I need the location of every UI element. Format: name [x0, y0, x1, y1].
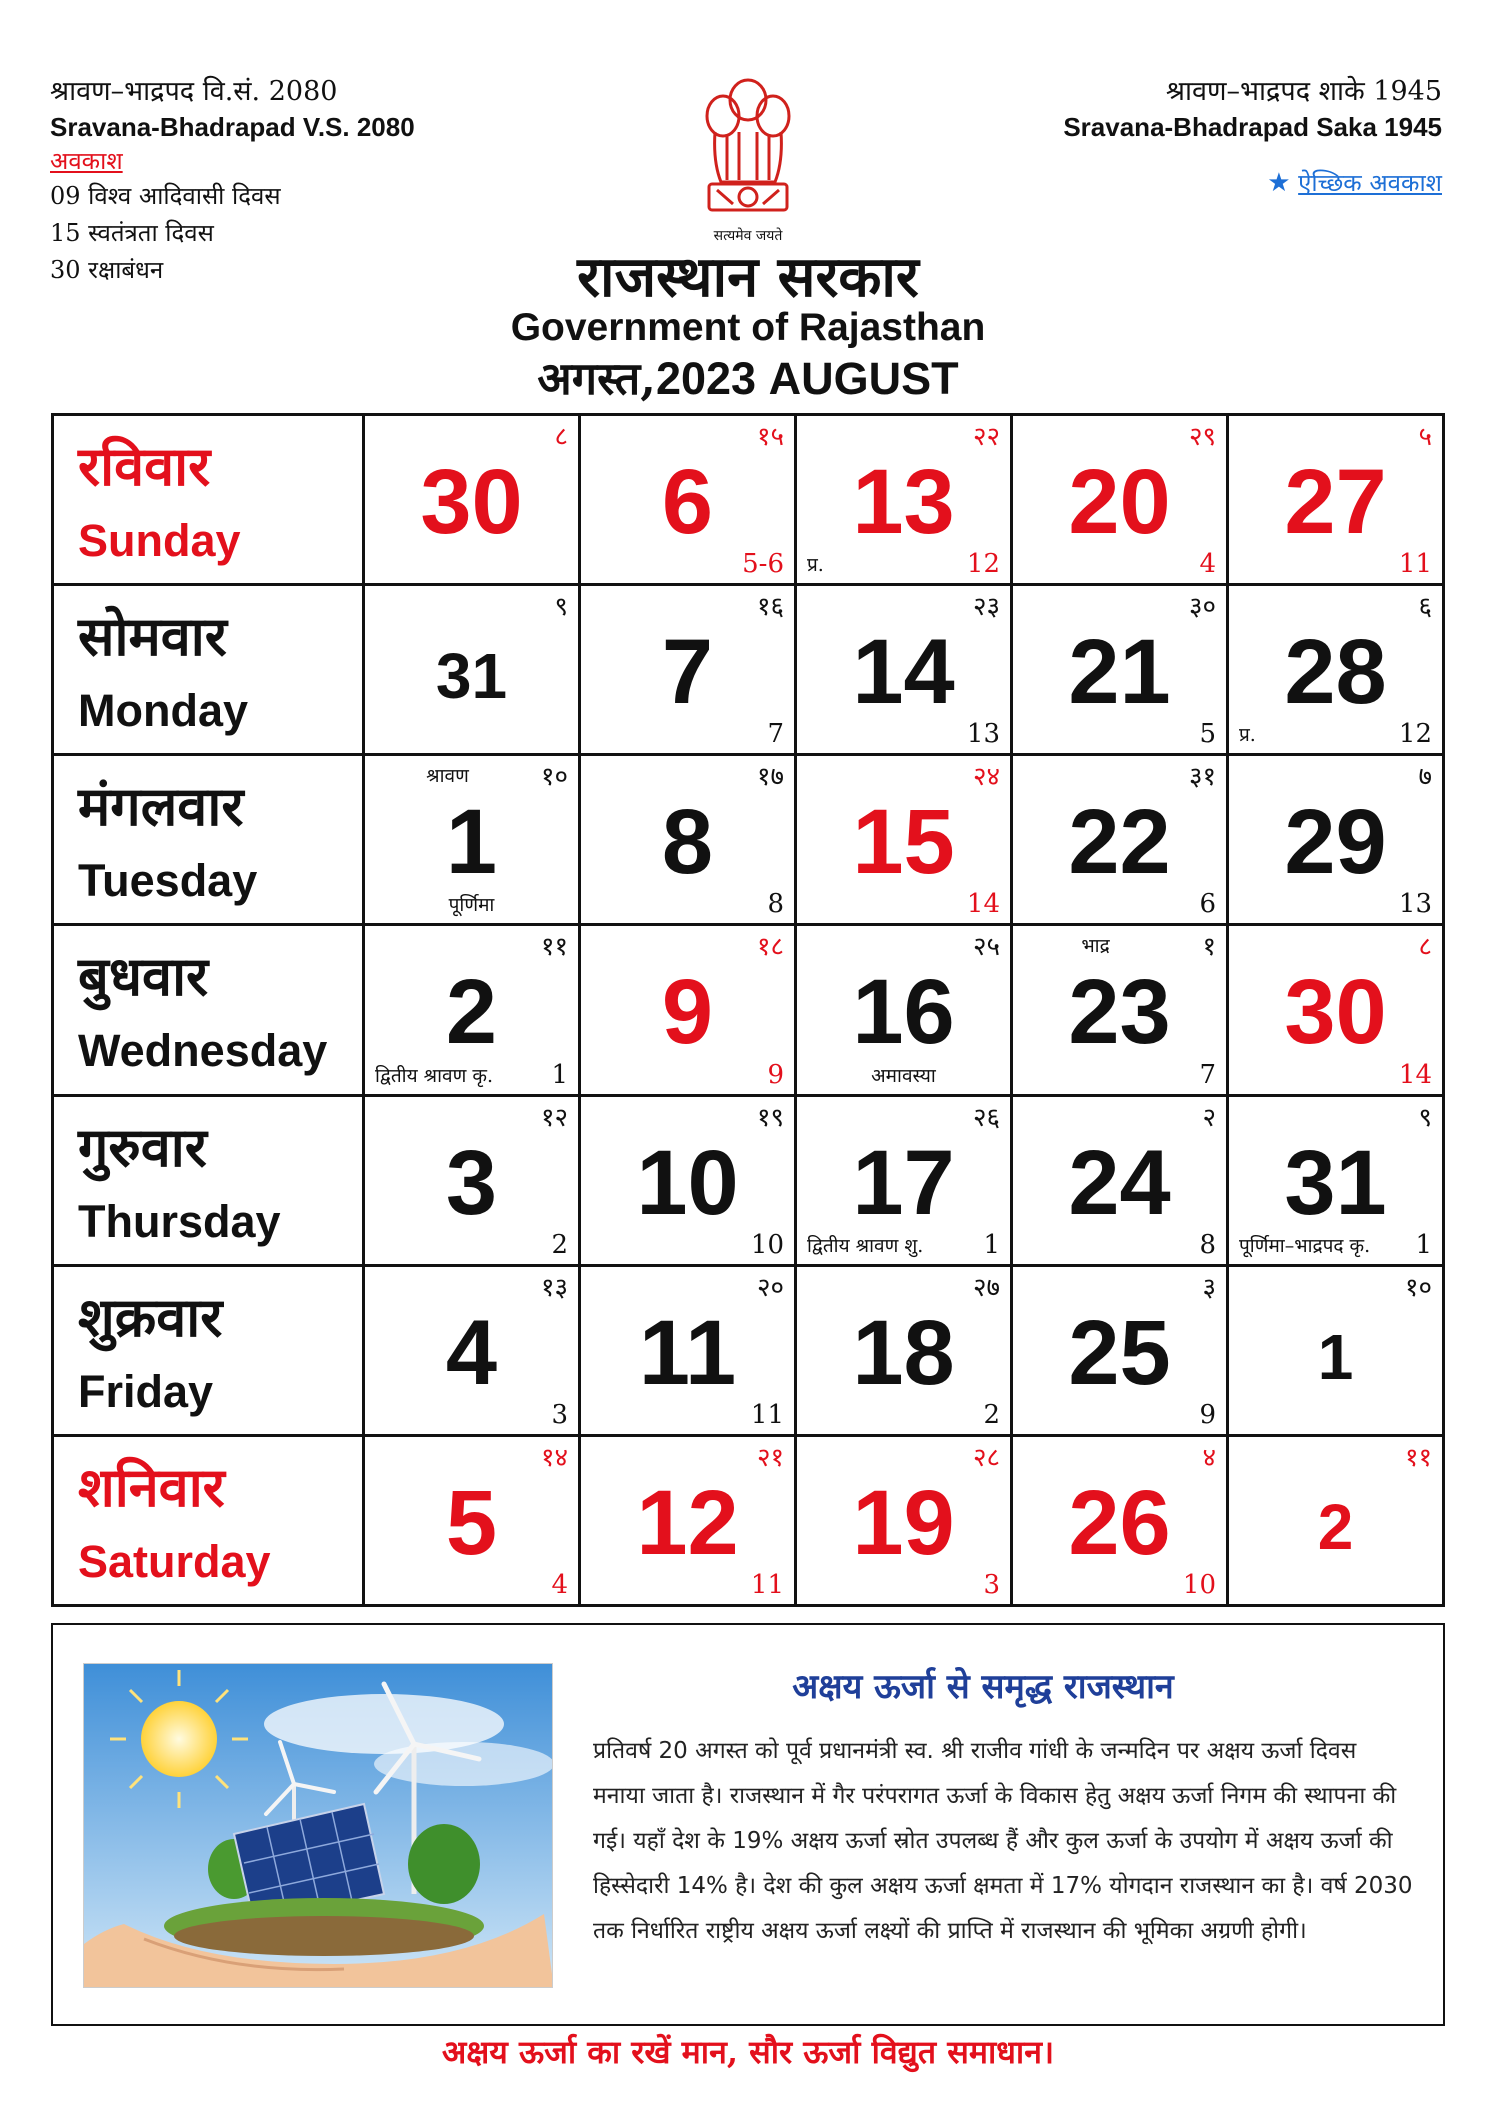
info-body: प्रतिवर्ष 20 अगस्त को पूर्व प्रधानमंत्री स्व. श्री राजीव गांधी के जन्मदिन पर अक्षय ऊर्जा दिवस मनाया जाता है। राजस्थान में गैर परंपरागत ऊर्जा के विकास हेतु अक्षय ऊर्जा निगम की स्थापना की गई। यहाँ देश के 19% अक्षय ऊर्जा स्रोत उपलब्ध हैं और कुल ऊर्जा के उपयोग में अक्षय ऊर्जा की हिस्सेदारी 14% है। देश की कुल अक्षय ऊर्जा क्षमता में 17% योगदान राजस्थान का है। वर्ष 2030 तक निर्धारित राष्ट्रीय अक्षय ऊर्जा लक्ष्यों की प्राप्ति में राजस्थान की भूमिका अग्रणी होगी। [593, 1738, 1413, 1944]
star-icon: ★ [1267, 168, 1291, 198]
lunar-note: द्वितीय श्रावण कृ. [375, 1064, 494, 1087]
lunar-day-number: 14 [1398, 1059, 1432, 1090]
date-number: 25 [1068, 1301, 1171, 1404]
date-number: 28 [1284, 621, 1387, 724]
date-cell [364, 925, 580, 1095]
day-name-english: Sunday [78, 515, 241, 566]
tithi-number: १५ [756, 422, 784, 452]
date-cell [580, 925, 796, 1095]
vikram-samvat-hindi: श्रावण–भाद्रपद वि.सं. 2080 [50, 76, 338, 107]
date-cell [1228, 585, 1444, 755]
date-cell [580, 1435, 796, 1605]
date-number: 23 [1068, 961, 1171, 1064]
lunar-day-number: 7 [1199, 1059, 1216, 1090]
tithi-number: २० [756, 1272, 784, 1303]
lunar-note: अमावस्या [871, 1064, 936, 1087]
week-row [53, 755, 1444, 925]
tithi-number: ४ [1202, 1442, 1216, 1473]
date-cell [796, 1435, 1012, 1605]
tithi-number: १६ [756, 592, 784, 623]
lunar-day-number: 9 [767, 1059, 784, 1090]
date-cell [1012, 585, 1228, 755]
tithi-number: ११ [540, 932, 568, 963]
lunar-day-number: 5-6 [742, 549, 784, 580]
date-cell [1228, 1095, 1444, 1265]
date-cell [796, 1095, 1012, 1265]
date-number: 18 [852, 1301, 955, 1404]
lunar-day-number: 8 [767, 889, 784, 920]
info-title: अक्षय ऊर्जा से समृद्ध राजस्थान [792, 1667, 1174, 1707]
day-name-english: Friday [78, 1365, 214, 1417]
tithi-number: २ [1202, 1102, 1216, 1133]
date-cell [1012, 755, 1228, 925]
week-row [53, 1265, 1444, 1435]
date-number: 24 [1068, 1131, 1171, 1234]
tithi-number: ३ [1202, 1272, 1216, 1303]
month-title [398, 352, 1098, 406]
date-number: 8 [661, 791, 714, 894]
date-cell [364, 415, 580, 585]
tithi-number: ८ [1418, 932, 1432, 963]
week-row [53, 585, 1444, 755]
day-name-hindi: बुधवार [78, 944, 209, 1009]
lunar-note: प्र. [807, 554, 824, 577]
page-title-hindi: राजस्थान सरकार [577, 244, 919, 310]
vikram-samvat-english: Sravana-Bhadrapad V.S. 2080 [50, 112, 415, 142]
date-number: 16 [852, 961, 955, 1064]
lunar-day-number: 1 [551, 1059, 568, 1090]
tithi-number: २१ [756, 1442, 784, 1473]
lunar-day-number: 4 [551, 1570, 568, 1600]
tithi-number: ३१ [1188, 762, 1216, 793]
date-cell [796, 1265, 1012, 1435]
day-name-cell [53, 415, 364, 585]
month-title-english: 2023 AUGUST [655, 353, 959, 404]
date-cell [580, 415, 796, 585]
day-name-english: Wednesday [78, 1025, 328, 1077]
tithi-number: १० [1404, 1272, 1432, 1303]
day-name-hindi: शुक्रवार [78, 1284, 223, 1349]
date-number: 15 [852, 791, 955, 894]
tithi-number: १७ [756, 762, 784, 793]
date-cell [1228, 755, 1444, 925]
lunar-note: पूर्णिमा [448, 894, 495, 917]
lunar-note: पूर्णिमा–भाद्रपद कृ. [1239, 1234, 1371, 1257]
date-cell [364, 1435, 580, 1605]
optional-holiday-legend [982, 166, 1442, 199]
date-cell [580, 1265, 796, 1435]
lunar-day-number: 12 [1398, 719, 1432, 750]
day-name-hindi: शनिवार [78, 1454, 225, 1519]
holiday-item: 09 विश्व आदिवासी दिवस [50, 182, 281, 210]
tithi-number: १० [540, 762, 568, 793]
date-cell [580, 1095, 796, 1265]
tithi-number: ६ [1418, 592, 1432, 623]
date-cell [1228, 1435, 1444, 1605]
lunar-day-number: 11 [750, 1399, 784, 1430]
date-number: 13 [852, 451, 955, 553]
tithi-number: १४ [540, 1442, 568, 1473]
tithi-number: २५ [972, 932, 1000, 963]
date-number: 11 [638, 1301, 737, 1404]
lunar-day-number: 3 [551, 1399, 568, 1430]
date-number: 10 [636, 1131, 739, 1234]
holiday-item: 15 स्वतंत्रता दिवस [50, 219, 214, 247]
lunar-day-number: 7 [767, 719, 784, 750]
day-name-hindi: मंगलवार [78, 774, 244, 839]
lunar-day-number: 8 [1199, 1229, 1216, 1260]
tithi-number: १ [1202, 932, 1216, 963]
tithi-number: ७ [1418, 762, 1432, 793]
emblem-motto: सत्यमेव जयते [713, 228, 783, 244]
date-number: 7 [661, 621, 714, 724]
lunar-day-number: 6 [1199, 889, 1216, 920]
day-name-english: Monday [78, 685, 249, 737]
date-number: 1 [445, 791, 498, 894]
day-name-cell [53, 1095, 364, 1265]
holidays-heading: अवकाश [50, 147, 123, 175]
lunar-day-number: 3 [983, 1570, 1000, 1600]
date-cell [1012, 1265, 1228, 1435]
date-cell [1012, 925, 1228, 1095]
day-name-cell [53, 925, 364, 1095]
info-box [51, 1623, 1445, 2026]
date-number: 31 [1284, 1131, 1387, 1234]
date-number: 9 [661, 961, 714, 1064]
date-cell [1228, 925, 1444, 1095]
tithi-number: ५ [1418, 422, 1432, 452]
lunar-day-number: 1 [983, 1229, 1000, 1260]
tithi-number: २६ [972, 1102, 1000, 1133]
tithi-number: १९ [756, 1102, 784, 1133]
month-start-label: श्रावण [426, 765, 469, 788]
day-name-english: Tuesday [78, 855, 258, 907]
saka-english: Sravana-Bhadrapad Saka 1945 [1063, 112, 1442, 142]
date-number: 17 [852, 1131, 955, 1234]
date-number: 20 [1068, 451, 1171, 553]
date-cell [364, 585, 580, 755]
tithi-number: २७ [972, 1272, 1000, 1303]
date-cell [1228, 415, 1444, 585]
date-cell [364, 1095, 580, 1265]
lunar-day-number: 5 [1199, 719, 1216, 750]
lunar-day-number: 10 [1182, 1570, 1216, 1600]
month-start-label: भाद्र [1081, 935, 1110, 958]
date-number: 4 [445, 1301, 498, 1404]
lunar-note: प्र. [1239, 724, 1256, 747]
optional-holiday-label: ऐच्छिक अवकाश [1298, 169, 1442, 197]
page-title-english: Government of Rajasthan [510, 306, 986, 349]
footer-slogan: अक्षय ऊर्जा का रखें मान, सौर ऊर्जा विद्युत समाधान। [441, 2033, 1055, 2071]
tithi-number: ९ [1418, 1102, 1432, 1133]
date-number: 1 [1317, 1320, 1354, 1393]
date-number: 5 [445, 1471, 498, 1574]
day-name-cell [53, 585, 364, 755]
day-name-hindi: सोमवार [78, 604, 227, 669]
tithi-number: २८ [972, 1442, 1000, 1473]
calendar-grid [51, 413, 1445, 1607]
date-number: 6 [661, 451, 714, 553]
date-cell [796, 415, 1012, 585]
date-number: 31 [435, 640, 508, 713]
date-cell [580, 755, 796, 925]
date-number: 14 [852, 621, 955, 724]
date-cell [1228, 1265, 1444, 1435]
date-number: 2 [1317, 1490, 1354, 1563]
date-number: 30 [1284, 961, 1387, 1064]
lunar-day-number: 13 [1398, 889, 1432, 920]
date-number: 30 [420, 451, 523, 553]
day-name-english: Thursday [78, 1195, 281, 1247]
lunar-note: द्वितीय श्रावण शु. [807, 1234, 924, 1257]
day-name-hindi: रविवार [78, 434, 211, 498]
lunar-day-number: 11 [750, 1570, 784, 1600]
lion-capital-emblem-icon [693, 72, 803, 252]
date-cell [1012, 415, 1228, 585]
lunar-day-number: 1 [1415, 1229, 1432, 1260]
lunar-day-number: 2 [983, 1399, 1000, 1430]
lunar-day-number: 13 [966, 719, 1000, 750]
tithi-number: ११ [1404, 1442, 1432, 1473]
date-cell [796, 585, 1012, 755]
month-title-hindi: अगस्त, [537, 352, 656, 405]
lunar-day-number: 11 [1398, 549, 1432, 580]
tithi-number: १२ [540, 1102, 568, 1133]
date-cell [796, 755, 1012, 925]
header-right [982, 74, 1442, 199]
tithi-number: २४ [972, 762, 1000, 793]
date-number: 29 [1284, 791, 1387, 894]
day-name-cell [53, 755, 364, 925]
date-number: 3 [445, 1131, 498, 1234]
holiday-item: 30 रक्षाबंधन [50, 256, 164, 284]
lunar-day-number: 14 [966, 889, 1000, 920]
week-row [53, 1435, 1444, 1605]
week-row [53, 1095, 1444, 1265]
lunar-day-number: 2 [551, 1229, 568, 1260]
day-name-cell [53, 1265, 364, 1435]
tithi-number: १३ [540, 1272, 568, 1303]
lunar-day-number: 9 [1199, 1399, 1216, 1430]
date-cell [1012, 1095, 1228, 1265]
date-number: 22 [1068, 791, 1171, 894]
date-cell [364, 755, 580, 925]
date-number: 21 [1068, 621, 1171, 724]
tithi-number: २२ [972, 422, 1000, 452]
date-cell [1012, 1435, 1228, 1605]
lunar-day-number: 4 [1199, 549, 1216, 580]
tithi-number: १८ [756, 932, 784, 963]
tithi-number: ९ [554, 592, 568, 623]
lunar-day-number: 12 [966, 549, 1000, 580]
day-name-cell [53, 1435, 364, 1605]
lunar-day-number: 10 [750, 1229, 784, 1260]
date-number: 2 [445, 961, 498, 1064]
date-number: 27 [1284, 451, 1387, 553]
saka-hindi: श्रावण–भाद्रपद शाके 1945 [1165, 76, 1442, 107]
day-name-english: Saturday [78, 1535, 271, 1587]
tithi-number: २३ [972, 592, 1000, 623]
date-number: 19 [852, 1471, 955, 1574]
date-cell [580, 585, 796, 755]
date-cell [796, 925, 1012, 1095]
tithi-number: २९ [1188, 422, 1216, 452]
date-number: 12 [636, 1471, 739, 1574]
tithi-number: ८ [554, 422, 568, 452]
day-name-hindi: गुरुवार [78, 1114, 207, 1179]
week-row [53, 415, 1444, 585]
date-number: 26 [1068, 1471, 1171, 1574]
renewable-energy-image [83, 1663, 553, 1988]
date-cell [364, 1265, 580, 1435]
tithi-number: ३० [1188, 592, 1216, 623]
week-row [53, 925, 1444, 1095]
